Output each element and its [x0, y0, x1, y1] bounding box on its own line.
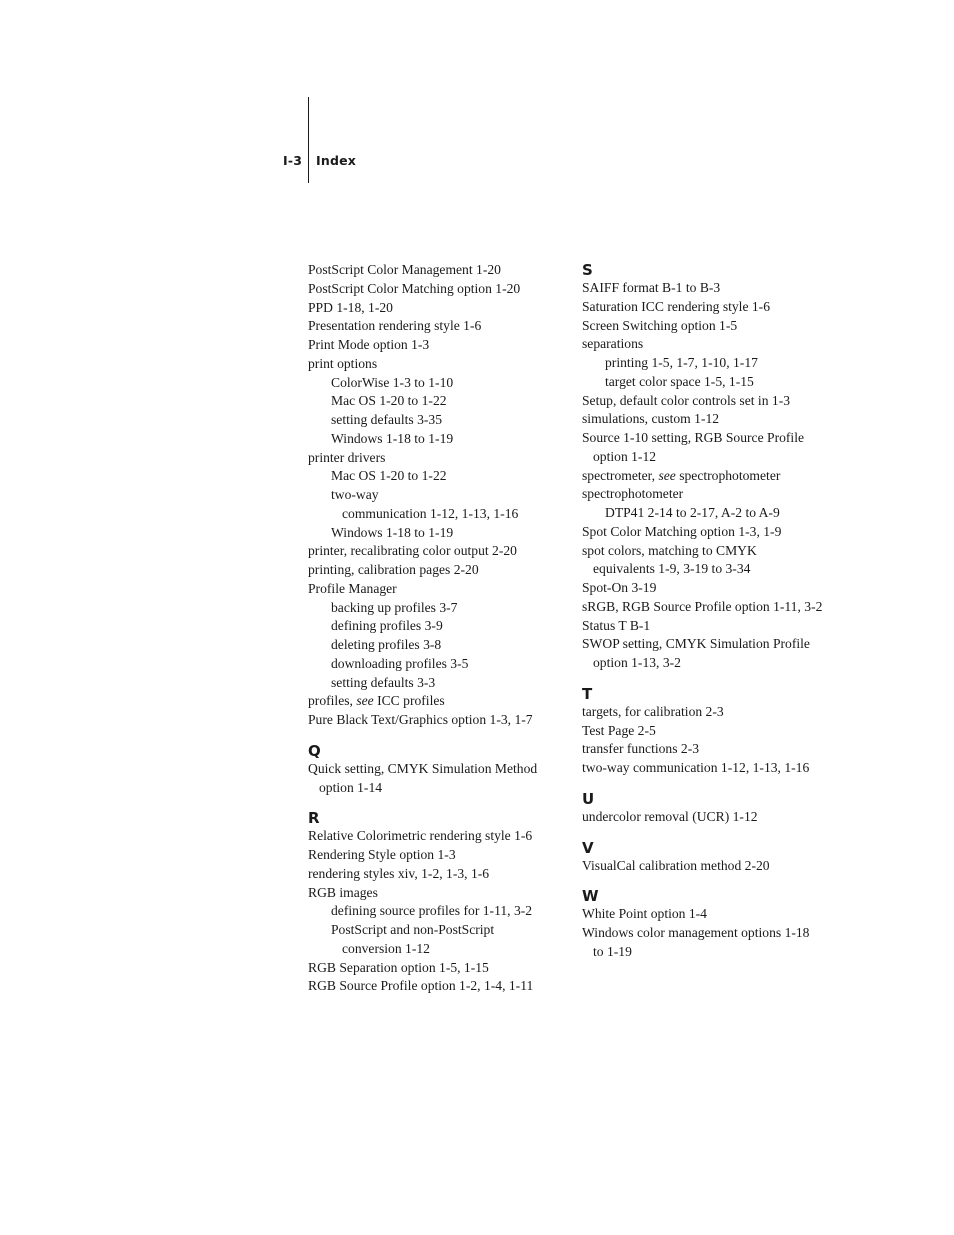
index-entry: Windows color management options 1-18: [582, 925, 810, 940]
index-entry: PPD 1-18, 1-20: [308, 299, 393, 315]
index-column-left: [308, 261, 558, 996]
index-section-letter: V: [582, 838, 594, 857]
index-entry: SAIFF format B-1 to B-3: [582, 280, 721, 295]
index-subentry: Mac OS 1-20 to 1-22: [331, 468, 447, 484]
index-entry: RGB images: [308, 884, 378, 900]
index-subentry: defining source profiles for 1-11, 3-2: [331, 903, 533, 919]
entry-target: spectrophotometer: [675, 467, 781, 483]
index-entry: targets, for calibration 2-3: [582, 703, 724, 719]
index-entry: SWOP setting, CMYK Simulation Profile: [582, 636, 810, 652]
index-section-letter: R: [308, 809, 320, 828]
index-entry: White Point option 1-4: [582, 906, 707, 922]
index-entry: sRGB, RGB Source Profile option 1-11, 3-2: [582, 598, 823, 614]
index-entry: Saturation ICC rendering style 1-6: [582, 298, 771, 314]
index-subentry: defining profiles 3-9: [331, 618, 443, 634]
index-entry: printer, recalibrating color output 2-20: [308, 543, 517, 559]
entry-target: ICC profiles: [373, 693, 445, 709]
header-rule: [308, 97, 309, 183]
index-entry: PostScript Color Matching option 1-20: [308, 280, 521, 296]
index-entry: Screen Switching option 1-5: [582, 317, 738, 333]
index-entry: printer drivers: [308, 449, 386, 465]
index-entry: separations: [582, 336, 644, 352]
index-subentry: backing up profiles 3-7: [331, 599, 458, 615]
index-subentry: conversion 1-12: [342, 940, 430, 956]
index-subentry: downloading profiles 3-5: [331, 655, 469, 671]
index-entry: Print Mode option 1-3: [308, 337, 430, 352]
index-entry: Quick setting, CMYK Simulation Method: [308, 760, 538, 776]
index-entry: printing, calibration pages 2-20: [308, 562, 479, 577]
index-entry: two-way communication 1-12, 1-13, 1-16: [582, 760, 810, 775]
index-entry: rendering styles xiv, 1-2, 1-3, 1-6: [308, 865, 490, 881]
index-entry: Spot Color Matching option 1-3, 1-9: [582, 523, 782, 539]
index-entry: transfer functions 2-3: [582, 741, 700, 757]
index-section-letter: S: [582, 261, 593, 279]
index-entry: Setup, default color controls set in 1-3: [582, 392, 791, 408]
index-subentry: DTP41 2-14 to 2-17, A-2 to A-9: [605, 505, 780, 520]
see-reference: see: [658, 467, 676, 483]
entry-term: profiles,: [308, 693, 357, 709]
index-subentry: setting defaults 3-3: [331, 674, 436, 690]
index-entry: print options: [308, 355, 378, 371]
index-entry: to 1-19: [593, 943, 632, 959]
see-reference: see: [356, 693, 374, 709]
index-subentry: Windows 1-18 to 1-19: [331, 524, 454, 540]
index-section-letter: T: [582, 684, 593, 703]
index-entry: PostScript Color Management 1-20: [308, 262, 501, 277]
index-subentry: PostScript and non-PostScript: [331, 922, 495, 937]
index-entry: Rendering Style option 1-3: [308, 847, 456, 862]
index-entry-cross-reference: [308, 692, 558, 711]
index-subentry: target color space 1-5, 1-15: [605, 373, 754, 389]
index-entry: Status T B-1: [582, 617, 651, 633]
index-subentry: Mac OS 1-20 to 1-22: [331, 393, 447, 409]
index-column-right: [582, 261, 837, 962]
index-entry: Pure Black Text/Graphics option 1-3, 1-7: [308, 712, 533, 727]
index-section-letter: U: [582, 789, 595, 808]
index-entry: Test Page 2-5: [582, 722, 656, 738]
index-entry: spot colors, matching to CMYK: [582, 542, 757, 558]
index-entry: equivalents 1-9, 3-19 to 3-34: [593, 561, 751, 577]
index-entry: RGB Source Profile option 1-2, 1-4, 1-11: [308, 978, 534, 994]
index-subentry: communication 1-12, 1-13, 1-16: [342, 505, 519, 521]
index-entry: Spot-On 3-19: [582, 580, 657, 595]
index-subentry: ColorWise 1-3 to 1-10: [331, 374, 454, 390]
entry-term: spectrometer,: [582, 467, 659, 483]
index-entry: simulations, custom 1-12: [582, 411, 720, 427]
index-section-letter: Q: [308, 741, 321, 760]
index-subentry: setting defaults 3-35: [331, 412, 442, 427]
index-entry: Presentation rendering style 1-6: [308, 318, 482, 334]
running-title: Index: [316, 153, 357, 168]
index-entry: Relative Colorimetric rendering style 1-6: [308, 828, 533, 844]
index-section-letter: W: [582, 887, 599, 906]
index-subentry: printing 1-5, 1-7, 1-10, 1-17: [605, 355, 758, 370]
index-entry: spectrophotometer: [582, 486, 684, 502]
index-entry: option 1-13, 3-2: [593, 655, 681, 670]
index-subentry: two-way: [331, 487, 379, 502]
index-entry: option 1-14: [319, 779, 383, 795]
index-entry: Source 1-10 setting, RGB Source Profile: [582, 430, 805, 445]
index-entry: VisualCal calibration method 2-20: [582, 857, 770, 873]
index-entry: RGB Separation option 1-5, 1-15: [308, 959, 489, 975]
index-entry: Profile Manager: [308, 580, 397, 596]
page-number: I-3: [283, 153, 303, 168]
index-entry: option 1-12: [593, 448, 657, 464]
index-entry: undercolor removal (UCR) 1-12: [582, 808, 758, 824]
index-entry-cross-reference: [582, 467, 837, 486]
index-subentry: deleting profiles 3-8: [331, 637, 442, 652]
index-subentry: Windows 1-18 to 1-19: [331, 430, 454, 446]
